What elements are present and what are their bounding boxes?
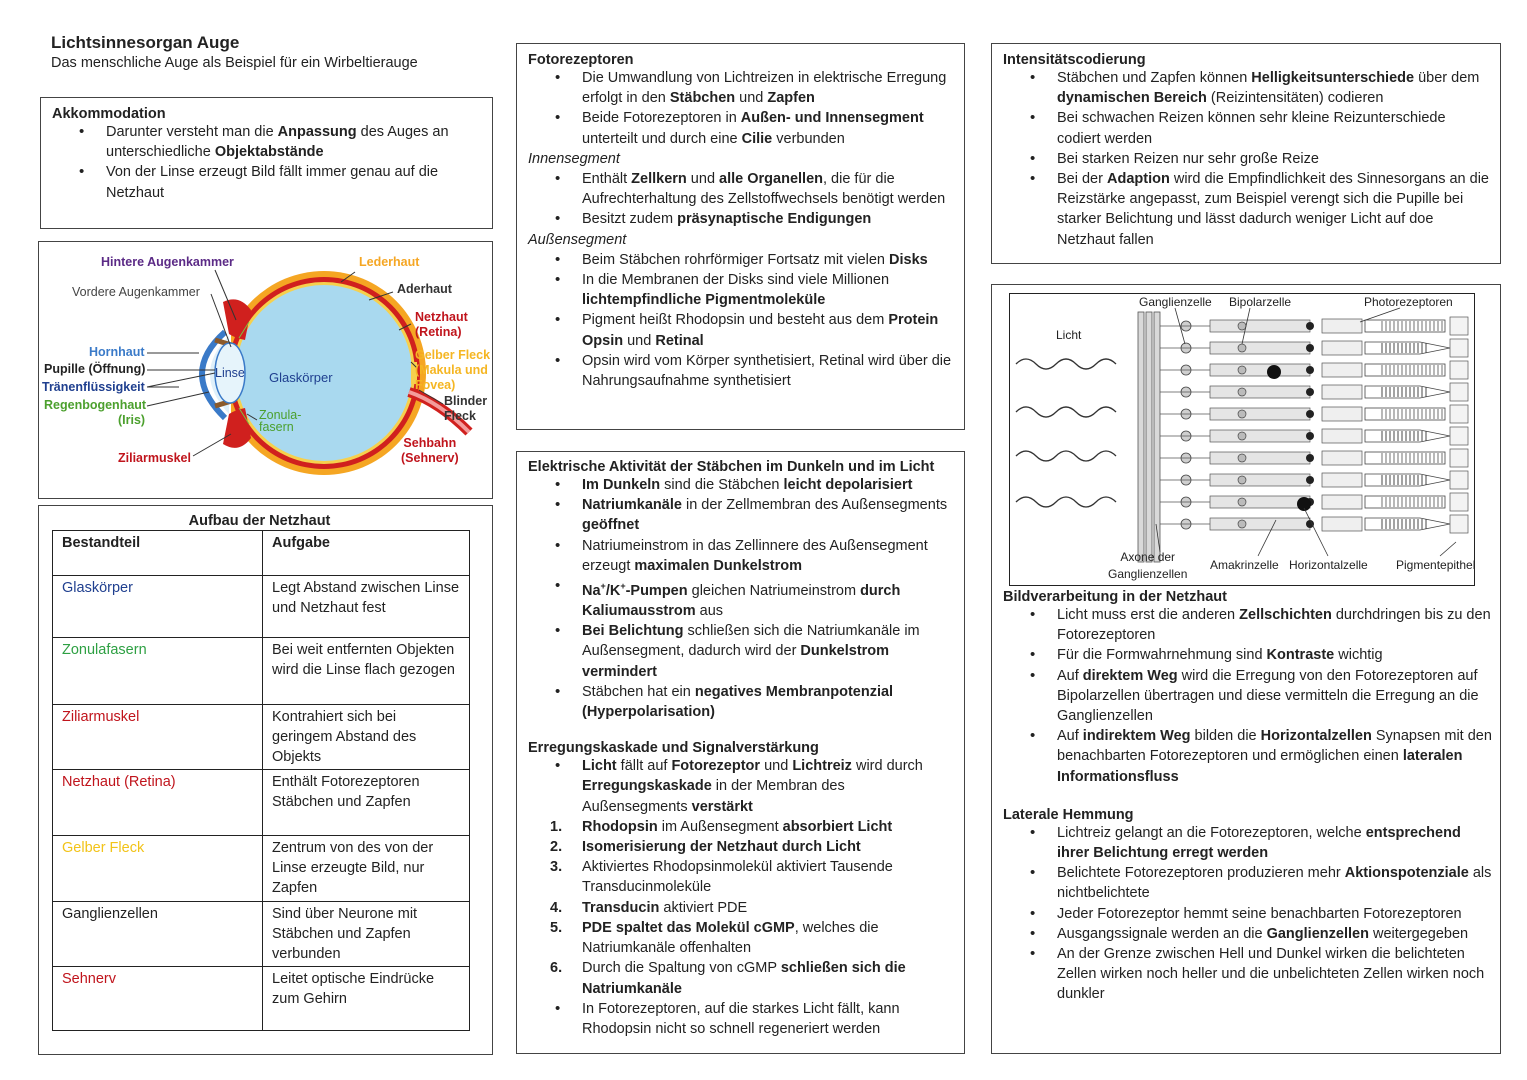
light-waves [1016,359,1116,507]
list-item: • Stäbchen und Zapfen können Helligkeitsunterschiede über dem dynamischen Bereich (Reizintensitäten) codieren [992,68,1489,108]
list-item: • Darunter versteht man die Anpassung des Auges an unterschiedliche Objektabstände [41,122,481,162]
table-cell-aufgabe: Sind über Neurone mit Stäbchen und Zapfen verbunden [263,902,470,967]
pigment-epithel-cell [1450,361,1468,379]
numbered-item: 1. Rhodopsin im Außensegment absorbiert Licht [517,817,953,837]
label-axone [1108,549,1187,583]
label-netzhaut-line2: (Retina) [415,325,462,339]
list-item: • Pigment heißt Rhodopsin und besteht aus dem Protein Opsin und Retinal [517,310,953,350]
list-item: • Beim Stäbchen rohrförmiger Fortsatz mit vielen Disks [517,250,953,270]
table-cell-bestandteil: Ganglienzellen [53,902,263,967]
list-item: • Beide Fotorezeptoren in Außen- und Innensegment unterteilt und durch eine Cilie verbunden [517,108,953,148]
bipolar-cell [1210,518,1310,530]
page-subtitle: Das menschliche Auge als Beispiel für ein Wirbeltierauge [51,55,418,71]
list-item: • Von der Linse erzeugt Bild fällt immer genau auf die Netzhaut [41,162,481,202]
label-pigmentepithel: Pigmentepithel [1396,558,1476,572]
bipolar-soma [1238,322,1246,330]
list-item: • Bei starken Reizen nur sehr große Reize [992,149,1489,169]
table-cell-bestandteil: Zonulafasern [53,638,263,705]
table-row [53,705,470,770]
list-item: • Enthält Zellkern und alle Organellen, die für die Aufrechterhaltung des Zellstoffwechsels benötigt werden [517,169,953,209]
synapse [1306,432,1314,440]
bipolar-cell [1210,386,1310,398]
label-blinder-line2: Fleck [444,409,476,423]
bipolar-cell [1210,364,1310,376]
pigment-epithel-cell [1450,339,1468,357]
rod-outer-segment [1365,452,1445,464]
list-item: • Na+/K+-Pumpen gleichen Natriumeinstrom durch Kaliumausstrom aus [517,576,953,621]
synapse [1306,344,1314,352]
retina-cell-rows [1160,317,1468,533]
cone-outer-segment [1365,386,1450,398]
label-sehbahn [401,436,459,466]
innensegment-heading: Innensegment [528,150,620,167]
numbered-item: 4. Transducin aktiviert PDE [517,898,953,918]
pigment-epithel-cell [1450,471,1468,489]
label-gelber-line1: Gelber Fleck [415,348,491,362]
photoreceptor-inner [1322,407,1362,421]
numbered-item: 6. Durch die Spaltung von cGMP schließen sich die Natriumkanäle [517,958,953,998]
fotorezeptoren-box [516,43,965,430]
label-aderhaut: Aderhaut [397,282,452,296]
elektrische-title: Elektrische Aktivität der Stäbchen im Dunkeln und im Licht [528,459,935,475]
label-sehbahn-line1: Sehbahn [403,436,457,450]
label-axone-line2: Ganglienzellen [1108,567,1188,581]
label-ganglienzelle: Ganglienzelle [1139,295,1212,309]
label-pupille: Pupille (Öffnung) [44,362,146,376]
list-item: • An der Grenze zwischen Hell und Dunkel wirken die belichteten Zellen wirken noch heller und die unbelichteten Zellen wirken noch dunkler [992,944,1493,1005]
cone-outer-segment [1365,342,1450,354]
pigment-epithel-cell [1450,449,1468,467]
akkommodation-box [40,97,493,229]
synapse [1306,388,1314,396]
label-zonula-line1: Zonula- [259,408,302,422]
bipolar-soma [1238,454,1246,462]
bipolar-cell [1210,408,1310,420]
label-licht: Licht [1056,328,1082,342]
label-zonula-line2: fasern [259,420,294,434]
laterale-hemmung-title: Laterale Hemmung [1003,806,1134,823]
eye-diagram [38,241,493,499]
photoreceptor-inner [1322,473,1362,487]
numbered-item: 2. Isomerisierung der Netzhaut durch Licht [517,837,953,857]
label-gelber-line2: (Makula und [415,363,488,377]
list-item: • In die Membranen der Disks sind viele Millionen lichtempfindliche Pigmentmoleküle [517,270,953,310]
list-item: • Natriumeinstrom in das Zellinnere des Außensegment erzeugt maximalen Dunkelstrom [517,536,953,576]
synapse [1306,410,1314,418]
synapse [1306,322,1314,330]
photoreceptor-inner [1322,517,1362,531]
synapse [1306,476,1314,484]
list-item: • Die Umwandlung von Lichtreizen in elektrische Erregung erfolgt in den Stäbchen und Zapfen [517,68,953,108]
table-cell-bestandteil: Gelber Fleck [53,836,263,902]
label-axone-line1: Axone der [1120,550,1176,564]
akkommodation-title: Akkommodation [52,106,166,122]
table-header-row [53,531,470,576]
pigment-epithel-cell [1450,317,1468,335]
list-item: • Im Dunkeln sind die Stäbchen leicht depolarisiert [517,475,953,495]
rod-outer-segment [1365,408,1445,420]
label-traenenfluessigkeit: Tränenflüssigkeit [42,380,145,394]
bipolar-cell [1210,474,1310,486]
list-item: • Bei der Adaption wird die Empfindlichkeit des Sinnesorgans an die Reizstärke angepasst, zum Beispiel verengt sich die Pupille bei starker Belichtung und lässt dadurch weniger Licht auf doe Netzhaut fallen [992,169,1489,250]
synapse [1306,454,1314,462]
label-netzhaut-line1: Netzhaut [415,310,468,324]
list-item: • In Fotorezeptoren, auf die starkes Licht fällt, kann Rhodopsin nicht so schnell regeneriert werden [517,999,953,1039]
list-item: • Für die Formwahrnehmung sind Kontraste wichtig [992,645,1493,665]
list-item: • Besitzt zudem präsynaptische Endigungen [517,209,953,229]
table-row [53,770,470,836]
aussensegment-heading: Außensegment [528,231,627,248]
axon-bundle [1138,312,1160,562]
bipolar-soma [1238,410,1246,418]
table-cell-bestandteil: Ziliarmuskel [53,705,263,770]
fotorezeptoren-title: Fotorezeptoren [528,52,634,68]
label-vordere-augenkammer: Vordere Augenkammer [72,285,200,299]
list-item: • Opsin wird vom Körper synthetisiert, Retinal wird über die Nahrungsaufnahme synthetisiert [517,351,953,391]
pigment-epithel-cell [1450,383,1468,401]
label-sehbahn-line2: (Sehnerv) [401,451,459,465]
list-item: • Licht fällt auf Fotorezeptor und Lichtreiz wird durch Erregungskaskade in der Membran des Außensegments verstärkt [517,756,953,817]
label-amakrinzelle: Amakrinzelle [1210,558,1279,572]
pigment-epithel-cell [1450,427,1468,445]
bipolar-soma [1238,366,1246,374]
label-netzhaut [415,310,468,340]
label-blinder-line1: Blinder [444,394,488,408]
label-blinder-fleck [444,394,487,424]
label-glaskoerper: Glaskörper [269,370,333,385]
label-linse: Linse [215,366,245,380]
list-item: • Auf direktem Weg wird die Erregung von den Fotorezeptoren auf Bipolarzellen übertragen und diese vermitteln die Erregung an die Ganglienzellen [992,666,1493,727]
netzhaut-table [52,530,470,1031]
label-horizontalzelle: Horizontalzelle [1289,558,1368,572]
bipolar-cell [1210,430,1310,442]
table-header-aufgabe: Aufgabe [263,531,470,576]
netzhaut-table-box [38,505,493,1055]
table-cell-aufgabe: Kontrahiert sich bei geringem Abstand des Objekts [263,705,470,770]
cone-outer-segment [1365,474,1450,486]
label-gelber-line3: Fovea) [415,378,456,392]
label-lederhaut: Lederhaut [359,255,420,269]
table-cell-bestandteil: Sehnerv [53,967,263,1031]
label-hintere-augenkammer: Hintere Augenkammer [101,255,234,269]
table-cell-aufgabe: Enthält Fotorezeptoren Stäbchen und Zapfen [263,770,470,836]
table-row [53,967,470,1031]
label-bipolarzelle: Bipolarzelle [1229,295,1292,309]
intensitaet-title: Intensitätscodierung [1003,52,1146,68]
table-cell-aufgabe: Zentrum von des von der Linse erzeugte Bild, nur Zapfen [263,836,470,902]
bipolar-soma [1238,344,1246,352]
list-item: • Stäbchen hat ein negatives Membranpotenzial (Hyperpolarisation) [517,682,953,722]
photoreceptor-inner [1322,495,1362,509]
list-item: • Lichtreiz gelangt an die Fotorezeptoren, welche entsprechend ihrer Belichtung erregt werden [992,823,1493,863]
label-regenbogenhaut: Regenbogenhaut [44,398,147,412]
table-row [53,902,470,967]
pigment-epithel-cell [1450,405,1468,423]
list-item: • Natriumkanäle in der Zellmembran des Außensegments geöffnet [517,495,953,535]
label-photorezeptoren: Photorezeptoren [1364,295,1453,309]
bildverarbeitung-box [991,284,1501,1054]
list-item: • Auf indirektem Weg bilden die Horizontalzellen Synapsen mit den benachbarten Fotorezeptoren und ermöglichen einen lateralen Informationsfluss [992,726,1493,787]
synapse [1306,520,1314,528]
intensitaet-box [991,43,1501,264]
label-hornhaut: Hornhaut [89,345,145,359]
page-header [51,33,418,71]
table-cell-aufgabe: Leitet optische Eindrücke zum Gehirn [263,967,470,1031]
elektrische-aktivitaet-box [516,451,965,1054]
cone-outer-segment [1365,518,1450,530]
table-title: Aufbau der Netzhaut [188,513,331,529]
bipolar-soma [1238,388,1246,396]
list-item: • Bei Belichtung schließen sich die Natriumkanäle im Außensegment, dadurch wird der Dunkelstrom vermindert [517,621,953,682]
bipolar-cell [1210,342,1310,354]
label-ziliarmuskel: Ziliarmuskel [118,451,191,465]
label-gelber-fleck [415,348,490,393]
retina-figure [1009,293,1475,586]
table-cell-aufgabe: Legt Abstand zwischen Linse und Netzhaut fest [263,576,470,638]
page-title: Lichtsinnesorgan Auge [51,33,240,52]
cone-outer-segment [1365,430,1450,442]
table-row [53,836,470,902]
table-row [53,638,470,705]
list-item: • Belichtete Fotorezeptoren produzieren mehr Aktionspotenziale als nichtbelichtete [992,863,1493,903]
rod-outer-segment [1365,496,1445,508]
amakrin-horizontal-cell [1297,497,1311,511]
table-cell-aufgabe: Bei weit entfernten Objekten wird die Linse flach gezogen [263,638,470,705]
table-cell-bestandteil: Netzhaut (Retina) [53,770,263,836]
rod-outer-segment [1365,320,1445,332]
bildverarbeitung-title: Bildverarbeitung in der Netzhaut [1003,589,1227,605]
photoreceptor-inner [1322,451,1362,465]
label-iris: (Iris) [118,413,146,427]
numbered-item: 5. PDE spaltet das Molekül cGMP, welches die Natriumkanäle offenhalten [517,918,953,958]
bipolar-soma [1238,520,1246,528]
photoreceptor-inner [1322,319,1362,333]
list-item: • Jeder Fotorezeptor hemmt seine benachbarten Fotorezeptoren [992,904,1493,924]
erregungskaskade-title: Erregungskaskade und Signalverstärkung [528,740,819,757]
table-header-bestandteil: Bestandteil [53,531,263,576]
list-item: • Ausgangssignale werden an die Ganglienzellen weitergegeben [992,924,1493,944]
list-item: • Bei schwachen Reizen können sehr kleine Reizunterschiede codiert werden [992,108,1489,148]
pigment-epithel-cell [1450,493,1468,511]
pigment-epithel-cell [1450,515,1468,533]
bipolar-soma [1238,476,1246,484]
photoreceptor-inner [1322,385,1362,399]
synapse [1306,366,1314,374]
table-cell-bestandteil: Glaskörper [53,576,263,638]
bipolar-soma [1238,432,1246,440]
bipolar-cell [1210,452,1310,464]
bipolar-soma [1238,498,1246,506]
label-zonula [259,408,301,434]
numbered-item: 3. Aktiviertes Rhodopsinmolekül aktiviert Tausende Transducinmoleküle [517,857,953,897]
photoreceptor-inner [1322,363,1362,377]
bipolar-cell [1210,496,1310,508]
list-item: • Licht muss erst die anderen Zellschichten durchdringen bis zu den Fotorezeptoren [992,605,1493,645]
photoreceptor-inner [1322,429,1362,443]
bipolar-cell [1210,320,1310,332]
photoreceptor-inner [1322,341,1362,355]
rod-outer-segment [1365,364,1445,376]
table-row [53,576,470,638]
amakrin-horizontal-cell [1267,365,1281,379]
bildverarbeitung-text [1003,589,1493,1005]
